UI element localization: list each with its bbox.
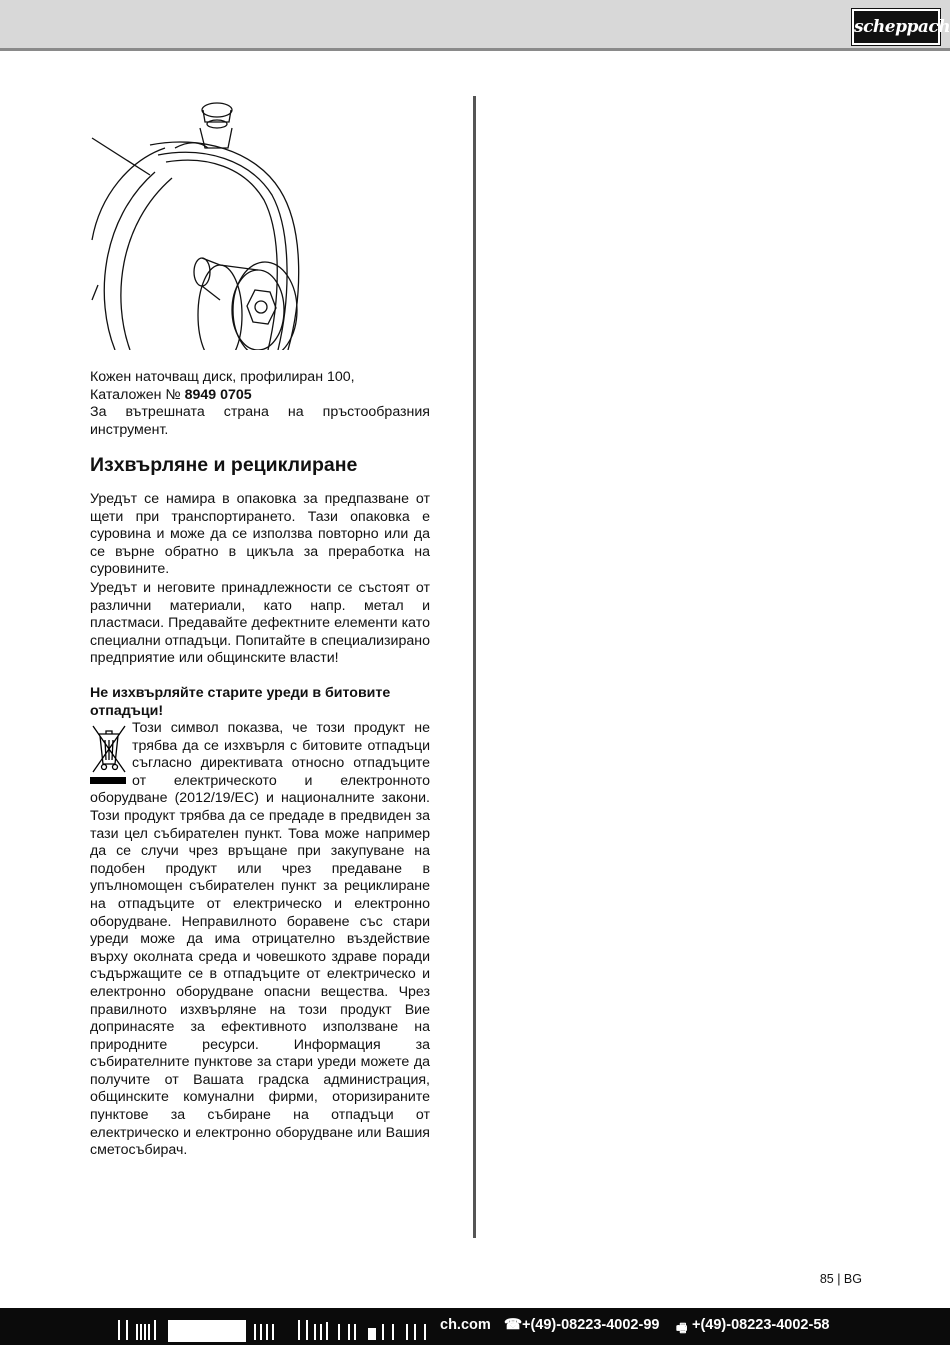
section-title: Изхвърляне и рециклиране xyxy=(90,454,358,476)
crossed-bin-graphic xyxy=(90,722,128,776)
footer-website-garbled-text xyxy=(118,1318,440,1344)
column-divider xyxy=(473,96,476,1238)
leather-honing-wheel-illustration xyxy=(90,100,310,350)
footer-website[interactable]: ch.com xyxy=(440,1317,491,1333)
catalog-number: 8949 0705 xyxy=(184,386,252,403)
product-description: За вътрешната страна на пръстообразния инструмент. xyxy=(90,404,430,438)
footer-phone: +(49)-08223-4002-99 xyxy=(522,1317,660,1333)
fax-icon: 🖷 xyxy=(676,1321,688,1335)
phone-icon: ☎ xyxy=(504,1317,523,1333)
catalog-line xyxy=(90,387,430,405)
disposal-warning: Не изхвърляйте старите уреди в битовите отпадъци! xyxy=(90,685,391,719)
footer-fax: +(49)-08223-4002-58 xyxy=(692,1317,830,1333)
disposal-paragraph-1: Уредът се намира в опаковка за предпазване от щети при транспортирането. Тази опаковка е суровина и може да се използва повторно или да се върне обратно в цикъла за преработка на суровините. xyxy=(90,491,430,578)
scheppach-logo: scheppach xyxy=(852,9,940,45)
weee-text: Този символ показва, че този продукт не трябва да се изхвърля с битовите отпадъци съгласно директивата относно отпадъците от електрическото и електронното оборудване (2012/19/ЕС) и националните закони. Този продукт трябва да се предаде в предвиден за тази цел събирателен пункт. Това може например да се случи чрез връщане при закупуване на подобен продукт или чрез предаване в упълномощен събирателен пункт за рециклиране на отпадъците от електрическо и електронно оборудване. Неправилното боравене със стари уреди може да има отрицателно въздействие върху околната среда и човешкото здраве поради съдържащите се в отпадъците от електрическо и електронно оборудване опасни вещества. Чрез правилното изхвърляне на този продукт Вие допринасяте за ефективното използване на природните ресурси. Информация за събирателните пунктове за стари уреди можете да получите от Вашата градска администрация, общинските комунални фирми, оторизираните пунктове за събиране на отпадъци от електрическо и електронно оборудване или Вашия сметосъбирач. xyxy=(90,720,430,1159)
footer-bar xyxy=(0,1308,950,1345)
page-number: 85 | BG xyxy=(819,1272,862,1286)
header-bar xyxy=(0,0,950,51)
disposal-paragraph-2: Уредът и неговите принадлежности се състоят от различни материали, като напр. метал и пластмаси. Предавайте дефектните елементи като специални отпадъци. Попитайте в специализирано предприятие или общинските власти! xyxy=(90,580,430,667)
weee-underline-bar xyxy=(90,777,126,784)
weee-block xyxy=(90,720,430,1160)
catalog-prefix: Каталожен № xyxy=(90,386,185,403)
product-block xyxy=(90,369,430,439)
crossed-bin-icon xyxy=(90,722,128,786)
product-name: Кожен наточващ диск, профилиран 100, xyxy=(90,369,355,385)
